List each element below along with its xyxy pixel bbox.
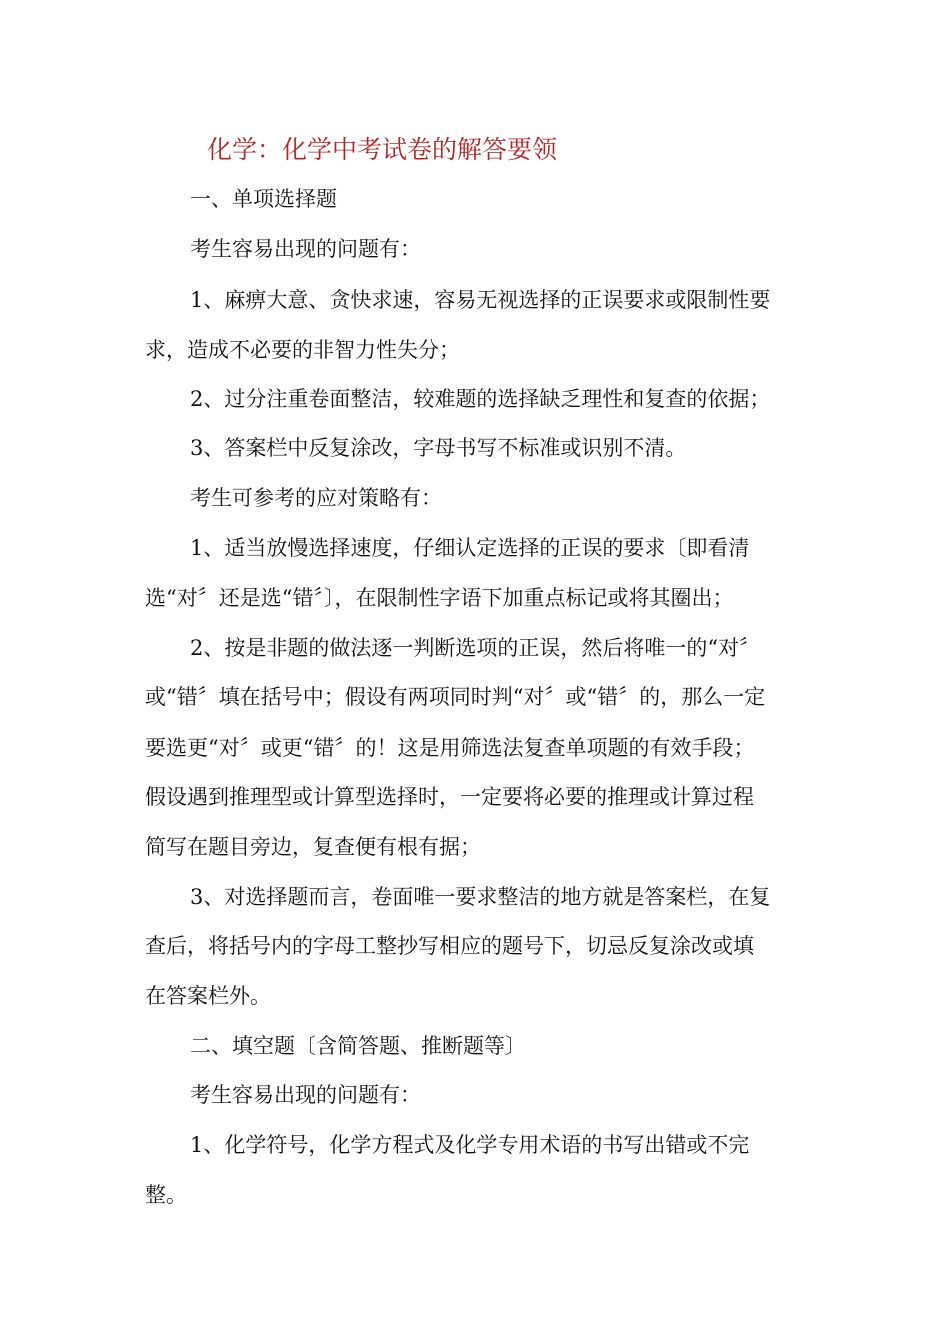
paragraph-line: 1、化学符号，化学方程式及化学专用术语的书写出错或不完 bbox=[190, 1133, 750, 1157]
document-title: 化学：化学中考试卷的解答要领 bbox=[207, 135, 558, 164]
paragraph-line: 查后，将括号内的字母工整抄写相应的题号下，切忌反复涂改或填 bbox=[145, 934, 754, 958]
paragraph-line: 考生容易出现的问题有： bbox=[190, 237, 421, 261]
paragraph-line: 3、对选择题而言，卷面唯一要求整洁的地方就是答案栏，在复 bbox=[190, 885, 771, 909]
paragraph-line: 考生容易出现的问题有： bbox=[190, 1083, 421, 1107]
paragraph-line: 2、按是非题的做法逐一判断选项的正误，然后将唯一的“对〞 bbox=[190, 636, 761, 660]
section-heading-single-choice: 一、单项选择题 bbox=[190, 187, 337, 211]
paragraph-line: 或“错〞填在括号中；假设有两项同时判“对〞或“错〞的，那么一定 bbox=[145, 685, 766, 709]
paragraph-line: 2、过分注重卷面整洁，较难题的选择缺乏理性和复查的依据； bbox=[190, 387, 771, 411]
paragraph-line: 在答案栏外。 bbox=[145, 984, 271, 1008]
paragraph-line: 假设遇到推理型或计算型选择时，一定要将必要的推理或计算过程 bbox=[145, 785, 754, 809]
paragraph-line: 考生可参考的应对策略有： bbox=[190, 486, 442, 510]
paragraph-line: 3、答案栏中反复涂改，字母书写不标准或识别不清。 bbox=[190, 436, 687, 460]
paragraph-line: 求，造成不必要的非智力性失分； bbox=[145, 338, 460, 362]
section-heading-fill-blank: 二、填空题〔含简答题、推断题等〕 bbox=[190, 1034, 526, 1058]
paragraph-line: 简写在题目旁边，复查便有根有据； bbox=[145, 835, 481, 859]
paragraph-line: 选“对〞还是选“错〞〕，在限制性字语下加重点标记或将其圈出； bbox=[145, 586, 734, 610]
paragraph-line: 要选更“对〞或更“错〞的！这是用筛选法复查单项题的有效手段； bbox=[145, 736, 755, 760]
paragraph-line: 整。 bbox=[145, 1183, 187, 1207]
paragraph-line: 1、麻痹大意、贪快求速，容易无视选择的正误要求或限制性要 bbox=[190, 288, 771, 312]
paragraph-line: 1、适当放慢选择速度，仔细认定选择的正误的要求〔即看清 bbox=[190, 536, 750, 560]
